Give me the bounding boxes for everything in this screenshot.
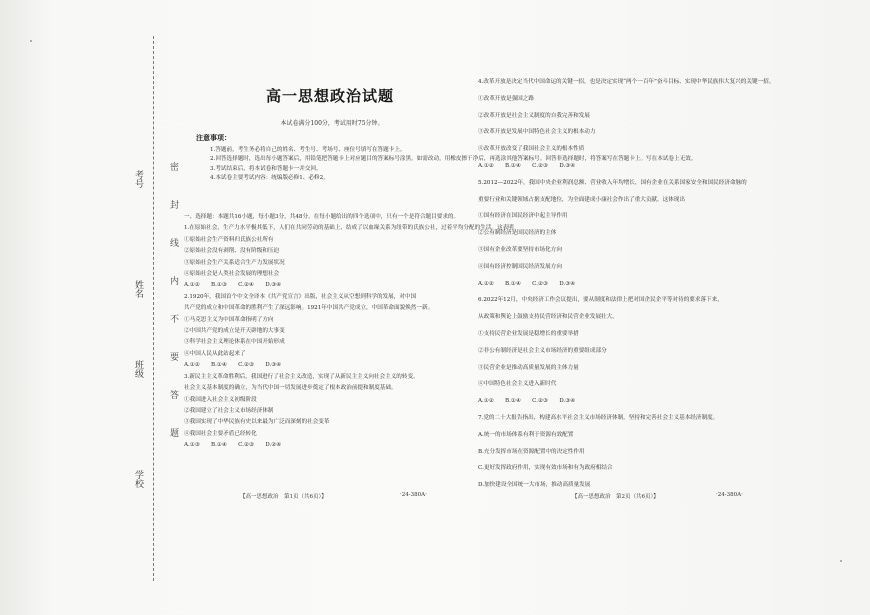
question-line: ④国有经济控制国民经济发展方向 — [478, 263, 562, 270]
question-line: 3.新民主主义革命胜利后，我国进行了社会主义改造，实现了从新民主主义向社会主义的转变。 — [184, 373, 419, 380]
answer-options: A.①② B.①④ C.②③ D.③④ — [478, 162, 576, 169]
seal-mark: 要 — [170, 353, 180, 363]
notice-item: 4.本试卷主要考试内容：统编版必修1、必修2。 — [210, 175, 329, 182]
answer-options: A.①② B.①③ C.②④ D.③④ — [184, 282, 282, 289]
seal-mark: 封 — [170, 201, 180, 211]
notice-item: 3.考试结束后，将本试卷和答题卡一并交回。 — [210, 165, 322, 172]
scan-speck — [840, 560, 842, 562]
notice-heading: 注意事项： — [196, 133, 231, 142]
question-line: ④我国社会主要矛盾已经转化 — [184, 430, 257, 437]
question-line: ②我国建立了社会主义市场经济体制 — [184, 407, 274, 414]
margin-label-exam-no: 考号 — [133, 170, 143, 188]
seal-mark: 内 — [170, 277, 180, 287]
question-line: 社会主义基本制度的确立，为当代中国一切发展进步奠定了根本政治前提和制度基础。 — [184, 385, 397, 392]
question-line: ③民营企业是推动高质量发展的主体力量 — [478, 364, 579, 371]
answer-options: A.①③ B.①④ C.②③ D.②④ — [184, 442, 282, 449]
notice-item: 2.回答选择题时，选出每小题答案后，用铅笔把答题卡上对应题目的答案标号涂黑。如需改动，用橡皮擦干净后，再选涂其他答案标号。回答非选择题时，将答案写在答题卡上。写在本试卷上无效。 — [210, 156, 697, 163]
answer-options: A.①② B.①④ C.②③ D.③④ — [478, 398, 576, 405]
margin-label-name: 姓名 — [133, 280, 143, 298]
question-line: ①我国进入社会主义初级阶段 — [184, 396, 257, 403]
answer-options: A.①② B.①④ C.②③ D.③④ — [184, 362, 282, 369]
answer-option: D.加快建设全国统一大市场，推动高质量发展 — [478, 482, 591, 489]
question-line: ③科学社会主义理论体系在中国开始形成 — [184, 339, 285, 346]
question-line: ①马克思主义为中国革命指明了方向 — [184, 316, 274, 323]
question-line: 1.在原始社会，生产力水平极其低下，人们在共同劳动的基础上，结成了以血缘关系为纽带的氏族公社，过着平均分配的生活。这表明 — [184, 225, 514, 232]
question-line: ④中国特色社会主义进入新时代 — [478, 381, 557, 388]
right-page-footer: 【高一思想政治 第2页（共6页）】 — [572, 494, 659, 500]
left-page-code: ·24-380A· — [400, 492, 427, 498]
question-line: ②原始社会没有剥削、没有阶级和压迫 — [184, 248, 280, 255]
left-page-footer: 【高一思想政治 第1页（共6页）】 — [240, 494, 327, 500]
question-line: 重要行业和关键领域占据支配地位，为全面建成小康社会作出了重大贡献。这体现出 — [478, 196, 685, 203]
question-line: ③改革开放是发展中国特色社会主义的根本动力 — [478, 129, 596, 136]
question-line: 共产党的成立和中国革命的胜利产生了深远影响。1921年中国共产党成立，中国革命面貌焕然一新。 — [184, 305, 434, 312]
question-line: ①国有经济在国民经济中起主导作用 — [478, 213, 568, 220]
question-line: ③国有企业改革要坚持市场化方向 — [478, 246, 562, 253]
seal-line-marks — [170, 160, 184, 460]
question-line: 4.改革开放是决定当代中国命运的关键一招，也是决定实现“两个一百年”奋斗目标、实现中华民族伟大复兴的关键一招。 — [478, 79, 775, 85]
left-column-questions — [184, 212, 514, 452]
answer-option: C.更好发挥政府作用，实现有效市场和有为政府相结合 — [478, 465, 613, 472]
answer-options: A.①② B.①④ C.②③ D.③④ — [478, 280, 576, 287]
question-line: ①改革开放是强国之路 — [478, 95, 534, 102]
seal-mark: 答 — [170, 391, 180, 401]
right-page-code: ·24-380A· — [716, 492, 743, 498]
seal-mark: 不 — [170, 315, 180, 325]
exam-title: 高一思想政治试题 — [265, 87, 394, 105]
question-line: 5.2012—2022年，我国中央企业利润总额、营业收入年均增长，国有企业在关系国家安全和国民经济命脉的 — [478, 179, 747, 186]
answer-option: B.充分发挥市场在资源配置中的决定性作用 — [478, 448, 585, 455]
question-line: 从政策和舆论上鼓励支持民营经济和民营企业发展壮大。 — [478, 314, 618, 321]
question-line: 6.2022年12月，中央经济工作会议提出，要从制度和法律上把对国企民企平等对待的要求落下来， — [478, 297, 723, 304]
seal-mark: 题 — [170, 429, 180, 439]
question-line: ④原始社会是人类社会发展的理想社会 — [184, 271, 280, 278]
notice-item: 1.答题前，考生务必将自己的姓名、考生号、考场号、座位号填写在答题卡上。 — [210, 147, 406, 153]
margin-label-school: 学校 — [133, 470, 143, 488]
seal-mark: 线 — [170, 239, 180, 249]
question-line: ④中国人民从此站起来了 — [184, 350, 246, 357]
margin-label-class: 班级 — [133, 360, 143, 378]
question-line: ②改革开放是社会主义制度的自我完善和发展 — [478, 112, 590, 119]
question-line: ①支持民营企业发展是稳增长的重要举措 — [478, 330, 579, 337]
question-line: ③原始社会生产关系适合生产力发展状况 — [184, 259, 285, 266]
right-column-questions — [478, 74, 775, 494]
answer-option: A.统一的市场体系有利于资源有效配置 — [478, 431, 574, 438]
question-line: ③我国实现了中华民族有史以来最为广泛而深刻的社会变革 — [184, 419, 330, 426]
question-line: ②中国共产党的成立是开天辟地的大事变 — [184, 328, 285, 335]
question-line: 7.党的二十大报告指出，构建高水平社会主义市场经济体制，坚持和完善社会主义基本经济制度。 — [478, 414, 719, 421]
question-line: ②公有制经济是国民经济的主体 — [478, 230, 557, 237]
scan-speck — [30, 40, 32, 42]
question-line: 2.1920年，我国首个中文全译本《共产党宣言》出版，社会主义从空想到科学的发展，对中国 — [184, 293, 417, 300]
question-line: 一、选择题：本题共16小题，每小题3分，共48分。在每小题给出的四个选项中，只有一个是符合题目要求的。 — [184, 214, 460, 220]
exam-subtitle: 本试卷满分100分，考试用时75分钟。 — [280, 120, 384, 127]
question-line: ②非公有制经济是社会主义市场经济的重要组成部分 — [478, 347, 607, 354]
seal-mark: 密 — [170, 163, 180, 173]
question-line: ①原始社会生产资料归氏族公社所有 — [184, 236, 274, 243]
question-line: ④改革开放改变了我国社会主义的根本性质 — [478, 146, 585, 153]
